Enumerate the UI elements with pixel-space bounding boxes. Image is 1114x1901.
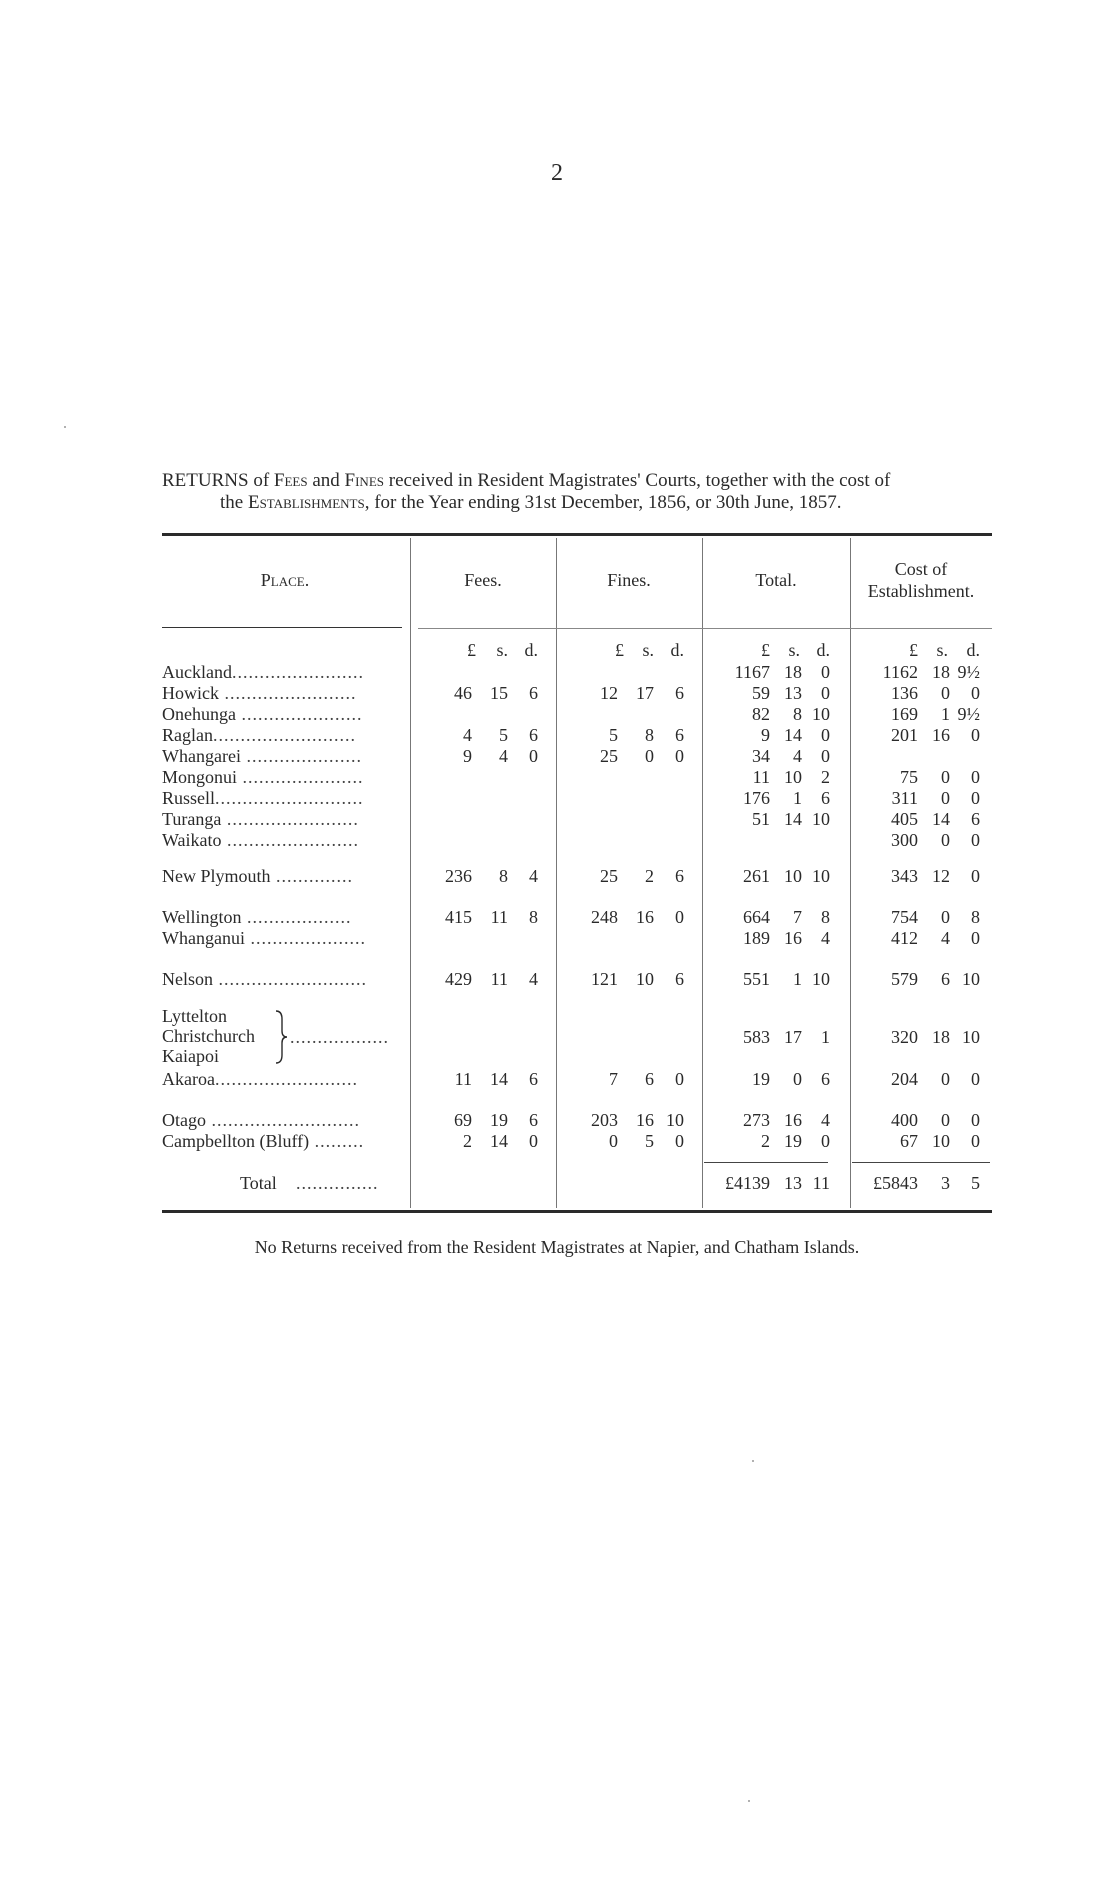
fines-pence: 0 bbox=[675, 1069, 684, 1089]
title-text: and bbox=[307, 470, 345, 491]
cost-pence: 9½ bbox=[957, 704, 980, 724]
table-row bbox=[0, 704, 1114, 725]
title-establishments-word: Establishments bbox=[247, 492, 365, 513]
fines-pounds: 25 bbox=[600, 866, 618, 886]
cost-pounds: 169 bbox=[891, 704, 918, 724]
leader-dots: ........................... bbox=[206, 1110, 360, 1130]
total-shillings: 19 bbox=[784, 1131, 802, 1151]
place-cell bbox=[162, 1131, 406, 1152]
fees-pence: 8 bbox=[529, 907, 538, 927]
total-shillings: 7 bbox=[793, 907, 802, 927]
fines-shillings: 8 bbox=[645, 725, 654, 745]
header-cost-line2: Establishment. bbox=[867, 581, 975, 601]
footer-note: No Returns received from the Resident Magistrates at Napier, and Chatham Islands. bbox=[254, 1237, 860, 1257]
place-cell bbox=[162, 830, 406, 851]
grand-cost-pounds: £5843 bbox=[873, 1173, 918, 1193]
cost-pence: 9½ bbox=[957, 662, 980, 682]
fees-shillings: 14 bbox=[490, 1069, 508, 1089]
total-shillings: 14 bbox=[784, 725, 802, 745]
fines-shillings: 6 bbox=[645, 1069, 654, 1089]
place-cell bbox=[162, 725, 406, 746]
cost-pounds: 300 bbox=[891, 830, 918, 850]
total-pounds: 9 bbox=[761, 725, 770, 745]
place-cell bbox=[162, 683, 406, 704]
cost-pence: 10 bbox=[962, 969, 980, 989]
place-name: Akaroa bbox=[162, 1069, 215, 1089]
place-name: Whangarei bbox=[162, 746, 241, 766]
total-shillings: 18 bbox=[784, 662, 802, 682]
grand-total-pounds: £4139 bbox=[725, 1173, 770, 1193]
header-rule bbox=[418, 628, 992, 629]
cost-shillings: 10 bbox=[932, 1131, 950, 1151]
fines-shillings: 16 bbox=[636, 907, 654, 927]
total-pence: 2 bbox=[821, 767, 830, 787]
place-cell bbox=[162, 767, 406, 788]
paper-speck bbox=[752, 1460, 754, 1462]
leader-dots: .............. bbox=[270, 866, 354, 886]
cost-pounds: 75 bbox=[900, 767, 918, 787]
fees-pence: 0 bbox=[529, 746, 538, 766]
total-pounds: 189 bbox=[743, 928, 770, 948]
fines-pounds: 203 bbox=[591, 1110, 618, 1130]
title-text: , for the Year ending 31st December, 1856, or 30th June, 1857. bbox=[364, 492, 842, 513]
top-rule bbox=[162, 533, 992, 536]
grand-total-pence: 11 bbox=[812, 1173, 830, 1193]
total-pounds: 2 bbox=[761, 1131, 770, 1151]
unit-pounds: £ bbox=[761, 640, 770, 660]
title-fees-word: Fees bbox=[273, 470, 308, 491]
fees-shillings: 19 bbox=[490, 1110, 508, 1130]
grand-total-row bbox=[0, 1173, 1114, 1194]
place-cell bbox=[162, 746, 406, 767]
total-pence: 0 bbox=[821, 1131, 830, 1151]
total-pence: 0 bbox=[821, 746, 830, 766]
place-cell bbox=[162, 907, 406, 928]
total-shillings: 17 bbox=[784, 1027, 802, 1047]
place-name: Russell bbox=[162, 788, 216, 808]
header-fees: Fees. bbox=[464, 570, 502, 590]
leader-dots: .................. bbox=[290, 1027, 389, 1047]
cost-shillings: 0 bbox=[941, 1110, 950, 1130]
header-total: Total. bbox=[755, 570, 797, 590]
table-row bbox=[0, 746, 1114, 767]
leader-dots: ......... bbox=[309, 1131, 365, 1151]
total-pounds: 273 bbox=[743, 1110, 770, 1130]
paper-speck bbox=[748, 1800, 750, 1802]
table-row bbox=[0, 1069, 1114, 1090]
cost-pounds: 204 bbox=[891, 1069, 918, 1089]
cost-pence: 8 bbox=[971, 907, 980, 927]
leader-dots: ................... bbox=[241, 907, 352, 927]
cost-pence: 6 bbox=[971, 809, 980, 829]
unit-pence: d. bbox=[524, 640, 538, 660]
cost-pence: 0 bbox=[971, 1110, 980, 1130]
leader-dots: ........................ bbox=[221, 830, 360, 850]
total-pence: 4 bbox=[821, 928, 830, 948]
leader-dots: ...................... bbox=[235, 704, 363, 724]
table-row bbox=[0, 928, 1114, 949]
total-pence: 1 bbox=[821, 1027, 830, 1047]
cost-pounds: 412 bbox=[891, 928, 918, 948]
cost-pence: 0 bbox=[971, 830, 980, 850]
fees-shillings: 11 bbox=[490, 907, 508, 927]
table-row bbox=[0, 683, 1114, 704]
grand-total-shillings: 13 bbox=[784, 1173, 802, 1193]
leader-dots: ........................... bbox=[215, 788, 364, 808]
fines-pounds: 7 bbox=[609, 1069, 618, 1089]
total-pence: 10 bbox=[812, 969, 830, 989]
place-name: Wellington bbox=[162, 907, 242, 927]
cost-pence: 0 bbox=[971, 1069, 980, 1089]
total-shillings: 8 bbox=[793, 704, 802, 724]
fines-pence: 6 bbox=[675, 969, 684, 989]
unit-shillings: s. bbox=[788, 640, 800, 660]
total-pounds: 51 bbox=[752, 809, 770, 829]
table-row bbox=[0, 969, 1114, 990]
total-pounds: 261 bbox=[743, 866, 770, 886]
fines-pence: 10 bbox=[666, 1110, 684, 1130]
cost-pence: 10 bbox=[962, 1027, 980, 1047]
fees-pounds: 415 bbox=[445, 907, 472, 927]
page-number: 2 bbox=[551, 160, 563, 186]
cost-pence: 0 bbox=[971, 683, 980, 703]
table-row bbox=[0, 809, 1114, 830]
header-cost-line1: Cost of bbox=[894, 559, 948, 579]
table-row bbox=[0, 1110, 1114, 1131]
unit-pence: d. bbox=[670, 640, 684, 660]
grouped-place: Christchurch bbox=[162, 1026, 255, 1046]
fines-pence: 6 bbox=[675, 725, 684, 745]
total-shillings: 4 bbox=[793, 746, 802, 766]
unit-pence: d. bbox=[966, 640, 980, 660]
total-pence: 8 bbox=[821, 907, 830, 927]
grand-total-label: Total bbox=[240, 1173, 277, 1193]
fees-pounds: 236 bbox=[445, 866, 472, 886]
cost-shillings: 16 bbox=[932, 725, 950, 745]
total-shillings: 1 bbox=[793, 969, 802, 989]
cost-shillings: 0 bbox=[941, 683, 950, 703]
fees-pounds: 2 bbox=[463, 1131, 472, 1151]
cost-pounds: 579 bbox=[891, 969, 918, 989]
cost-shillings: 14 bbox=[932, 809, 950, 829]
fees-pounds: 11 bbox=[454, 1069, 472, 1089]
fines-shillings: 2 bbox=[645, 866, 654, 886]
paper-speck bbox=[64, 426, 66, 428]
cost-pence: 0 bbox=[971, 1131, 980, 1151]
unit-shillings: s. bbox=[496, 640, 508, 660]
header-fines: Fines. bbox=[607, 570, 651, 590]
fees-pounds: 9 bbox=[463, 746, 472, 766]
place-name: Turanga bbox=[162, 809, 222, 829]
cost-shillings: 4 bbox=[941, 928, 950, 948]
cost-shillings: 0 bbox=[941, 788, 950, 808]
cost-pounds: 400 bbox=[891, 1110, 918, 1130]
place-cell bbox=[162, 1110, 406, 1131]
cost-pence: 0 bbox=[971, 866, 980, 886]
fees-pounds: 4 bbox=[463, 725, 472, 745]
fines-shillings: 0 bbox=[645, 746, 654, 766]
leader-dots: ........................ bbox=[219, 683, 357, 703]
table-row bbox=[0, 767, 1114, 788]
bottom-rule bbox=[162, 1210, 992, 1213]
leader-dots: ............... bbox=[296, 1173, 379, 1193]
leader-dots: ..................... bbox=[240, 746, 362, 766]
place-name: New Plymouth bbox=[162, 866, 271, 886]
fines-pounds: 0 bbox=[609, 1131, 618, 1151]
cost-shillings: 1 bbox=[941, 704, 950, 724]
total-shillings: 10 bbox=[784, 866, 802, 886]
cost-pence: 0 bbox=[971, 928, 980, 948]
title-text: the bbox=[220, 492, 248, 513]
fees-shillings: 14 bbox=[490, 1131, 508, 1151]
table-row bbox=[0, 907, 1114, 928]
place-name: Otago bbox=[162, 1110, 206, 1130]
fines-shillings: 16 bbox=[636, 1110, 654, 1130]
fines-pounds: 25 bbox=[600, 746, 618, 766]
leader-dots: .......................... bbox=[214, 1069, 358, 1089]
total-pounds: 82 bbox=[752, 704, 770, 724]
place-cell bbox=[162, 662, 406, 683]
fees-pence: 0 bbox=[529, 1131, 538, 1151]
place-name: Onehunga bbox=[162, 704, 236, 724]
cost-shillings: 6 bbox=[941, 969, 950, 989]
total-pounds: 551 bbox=[743, 969, 770, 989]
place-name: Nelson bbox=[162, 969, 213, 989]
total-pence: 10 bbox=[812, 809, 830, 829]
fines-pounds: 248 bbox=[591, 907, 618, 927]
total-pounds: 19 bbox=[752, 1069, 770, 1089]
fees-shillings: 11 bbox=[490, 969, 508, 989]
total-pounds: 11 bbox=[752, 767, 770, 787]
cost-shillings: 18 bbox=[932, 662, 950, 682]
place-cell bbox=[162, 866, 406, 887]
cost-pounds: 405 bbox=[891, 809, 918, 829]
place-name: Raglan bbox=[162, 725, 213, 745]
fines-shillings: 10 bbox=[636, 969, 654, 989]
fees-pounds: 46 bbox=[454, 683, 472, 703]
cost-pounds: 67 bbox=[900, 1131, 918, 1151]
total-shillings: 16 bbox=[784, 1110, 802, 1130]
fines-pence: 0 bbox=[675, 746, 684, 766]
cost-pounds: 1162 bbox=[882, 662, 918, 682]
leader-dots: ..................... bbox=[244, 928, 366, 948]
table-row bbox=[0, 1131, 1114, 1152]
cost-pounds: 201 bbox=[891, 725, 918, 745]
fees-shillings: 8 bbox=[499, 866, 508, 886]
fees-shillings: 5 bbox=[499, 725, 508, 745]
fines-pounds: 12 bbox=[600, 683, 618, 703]
unit-pounds: £ bbox=[615, 640, 624, 660]
cost-pounds: 343 bbox=[891, 866, 918, 886]
place-cell bbox=[162, 809, 406, 830]
fines-shillings: 5 bbox=[645, 1131, 654, 1151]
total-shillings: 13 bbox=[784, 683, 802, 703]
place-name: Waikato bbox=[162, 830, 222, 850]
fees-pence: 4 bbox=[529, 969, 538, 989]
place-name: Whanganui bbox=[162, 928, 245, 948]
fines-pounds: 121 bbox=[591, 969, 618, 989]
total-pence: 10 bbox=[812, 704, 830, 724]
table-row bbox=[0, 662, 1114, 683]
fees-shillings: 4 bbox=[499, 746, 508, 766]
total-shillings: 14 bbox=[784, 809, 802, 829]
fines-shillings: 17 bbox=[636, 683, 654, 703]
total-pence: 0 bbox=[821, 725, 830, 745]
fines-pence: 6 bbox=[675, 866, 684, 886]
place-cell bbox=[162, 704, 406, 725]
fees-pounds: 429 bbox=[445, 969, 472, 989]
title-text: RETURNS of bbox=[162, 470, 274, 491]
total-pence: 6 bbox=[821, 1069, 830, 1089]
fines-pence: 6 bbox=[675, 683, 684, 703]
cost-pounds: 320 bbox=[891, 1027, 918, 1047]
place-name: Campbellton (Bluff) bbox=[162, 1131, 310, 1151]
place-name: Howick bbox=[162, 683, 219, 703]
cost-shillings: 12 bbox=[932, 866, 950, 886]
total-pounds: 176 bbox=[743, 788, 770, 808]
total-pounds: 34 bbox=[752, 746, 770, 766]
place-cell bbox=[162, 928, 406, 949]
leader-dots: ........................ bbox=[221, 809, 359, 829]
place-cell bbox=[162, 969, 406, 990]
place-name: Auckland bbox=[162, 662, 232, 682]
title-text: received in Resident Magistrates' Courts, together with the cost of bbox=[384, 470, 891, 491]
cost-pounds: 136 bbox=[891, 683, 918, 703]
fees-pence: 6 bbox=[529, 1069, 538, 1089]
fines-pounds: 5 bbox=[609, 725, 618, 745]
cost-shillings: 0 bbox=[941, 830, 950, 850]
title-fines-word: Fines bbox=[344, 470, 384, 491]
header-rule bbox=[162, 627, 402, 628]
total-rule bbox=[704, 1162, 828, 1163]
cost-pence: 0 bbox=[971, 788, 980, 808]
leader-dots: ...................... bbox=[237, 767, 364, 787]
fees-pence: 6 bbox=[529, 683, 538, 703]
unit-shillings: s. bbox=[642, 640, 654, 660]
place-name: Mongonui bbox=[162, 767, 238, 787]
total-pounds: 1167 bbox=[734, 662, 770, 682]
fines-pence: 0 bbox=[675, 1131, 684, 1151]
total-shillings: 1 bbox=[793, 788, 802, 808]
place-cell bbox=[162, 788, 406, 809]
cost-pence: 0 bbox=[971, 725, 980, 745]
fees-pounds: 69 bbox=[454, 1110, 472, 1130]
total-pence: 4 bbox=[821, 1110, 830, 1130]
table-row bbox=[0, 830, 1114, 851]
cost-shillings: 0 bbox=[941, 767, 950, 787]
grouped-place: Kaiapoi bbox=[162, 1046, 219, 1066]
table-row bbox=[0, 725, 1114, 746]
fees-shillings: 15 bbox=[490, 683, 508, 703]
cost-pence: 0 bbox=[971, 767, 980, 787]
total-pence: 6 bbox=[821, 788, 830, 808]
total-pence: 0 bbox=[821, 683, 830, 703]
table-row bbox=[0, 788, 1114, 809]
cost-pounds: 311 bbox=[891, 788, 918, 808]
table-row bbox=[0, 866, 1114, 887]
unit-pounds: £ bbox=[909, 640, 918, 660]
leader-dots: ........................ bbox=[231, 662, 364, 682]
unit-shillings: s. bbox=[936, 640, 948, 660]
fees-pence: 6 bbox=[529, 725, 538, 745]
place-cell bbox=[162, 1069, 406, 1090]
fees-pence: 4 bbox=[529, 866, 538, 886]
header-place: Place. bbox=[260, 570, 310, 590]
total-pence: 0 bbox=[821, 662, 830, 682]
total-pounds: 664 bbox=[743, 907, 770, 927]
total-shillings: 0 bbox=[793, 1069, 802, 1089]
table-title bbox=[162, 470, 992, 514]
leader-dots: .......................... bbox=[213, 725, 356, 745]
leader-dots: ........................... bbox=[213, 969, 367, 989]
cost-pounds: 754 bbox=[891, 907, 918, 927]
grand-cost-pence: 5 bbox=[971, 1173, 980, 1193]
grouped-place: Lyttelton bbox=[162, 1006, 227, 1026]
total-shillings: 10 bbox=[784, 767, 802, 787]
cost-shillings: 18 bbox=[932, 1027, 950, 1047]
header-cost bbox=[850, 545, 992, 615]
fines-pence: 0 bbox=[675, 907, 684, 927]
grand-cost-shillings: 3 bbox=[941, 1173, 950, 1193]
unit-pence: d. bbox=[816, 640, 830, 660]
total-shillings: 16 bbox=[784, 928, 802, 948]
total-pounds: 583 bbox=[743, 1027, 770, 1047]
total-rule bbox=[852, 1162, 990, 1163]
cost-shillings: 0 bbox=[941, 1069, 950, 1089]
fees-pence: 6 bbox=[529, 1110, 538, 1130]
unit-pounds: £ bbox=[467, 640, 476, 660]
units-row bbox=[0, 640, 1114, 662]
total-pence: 10 bbox=[812, 866, 830, 886]
grouped-values bbox=[0, 1027, 1114, 1048]
cost-shillings: 0 bbox=[941, 907, 950, 927]
total-pounds: 59 bbox=[752, 683, 770, 703]
